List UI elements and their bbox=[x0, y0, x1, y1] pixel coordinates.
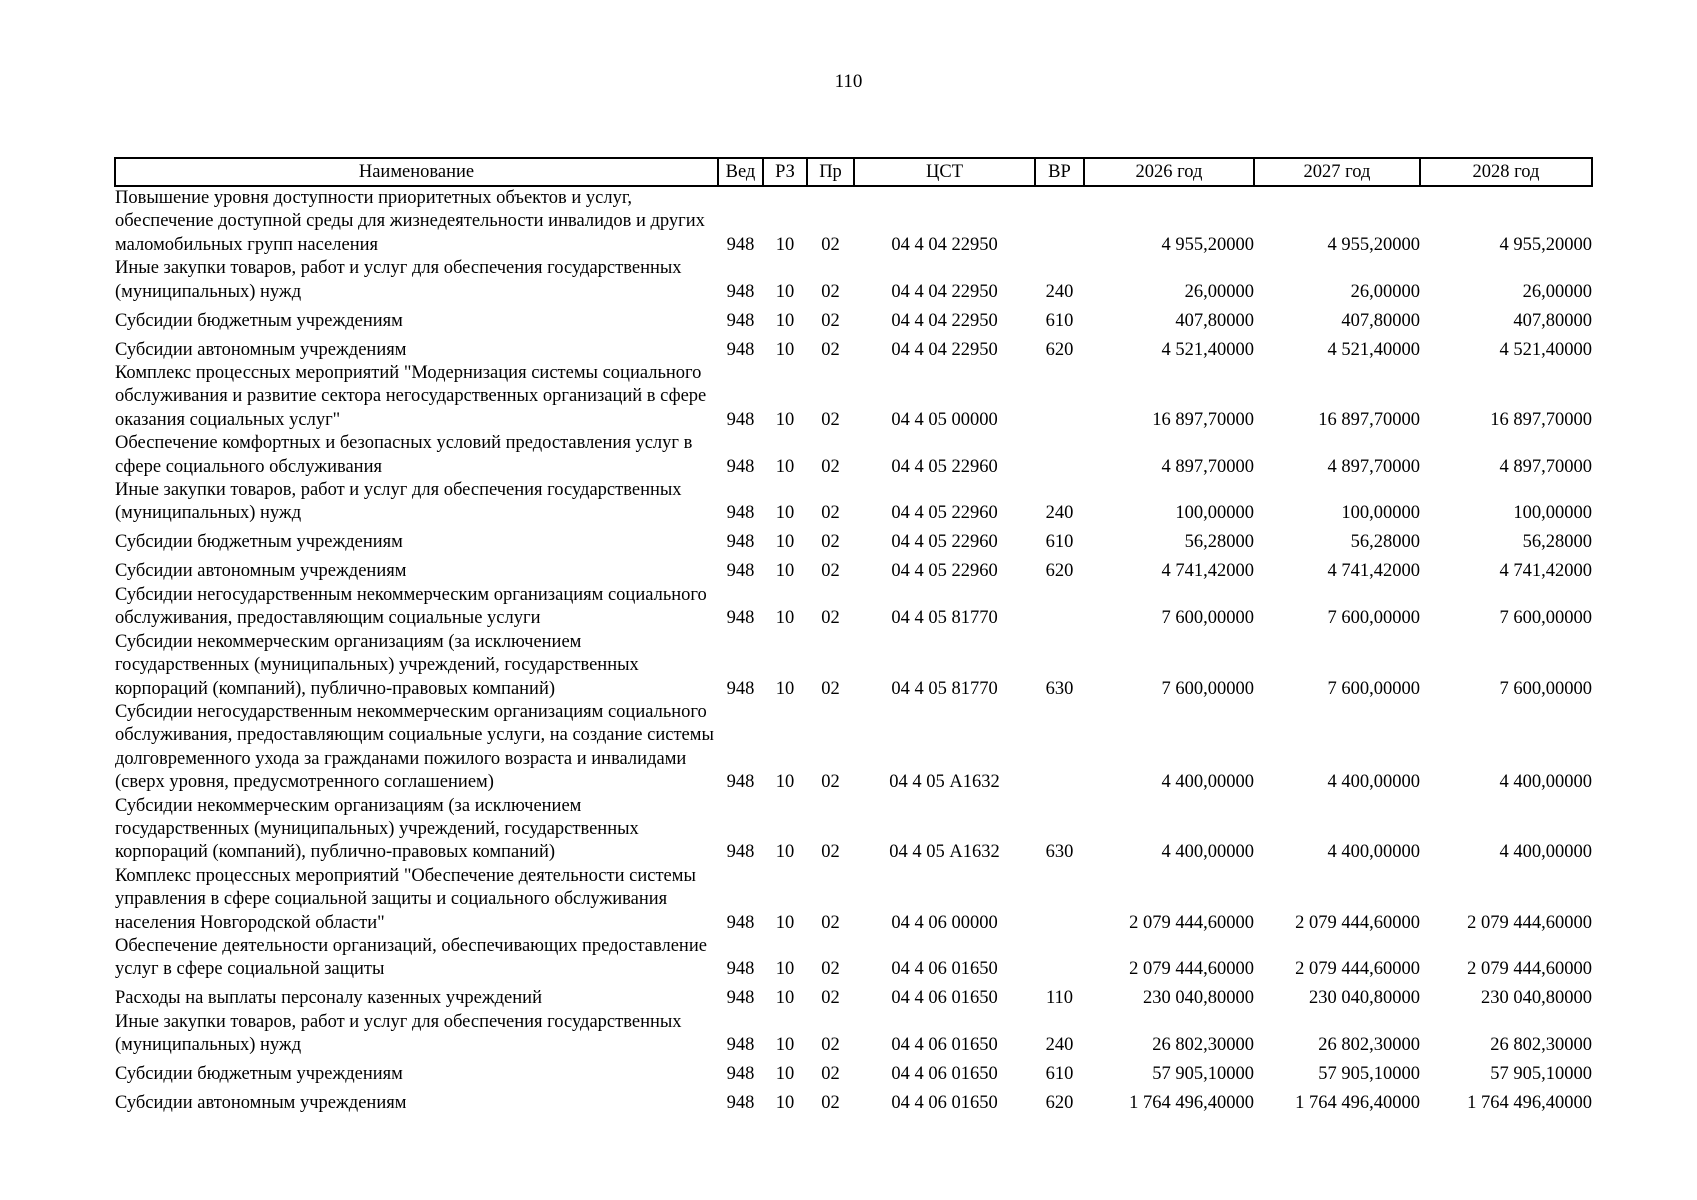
cell-2026: 2 079 444,60000 bbox=[1129, 912, 1254, 933]
cell-2027: 4 400,00000 bbox=[1327, 842, 1420, 863]
cell-pr: 02 bbox=[821, 1035, 840, 1056]
table-row bbox=[115, 982, 1592, 1011]
header-rz: РЗ bbox=[763, 158, 807, 186]
cell-2026: 100,00000 bbox=[1175, 503, 1254, 524]
cell-2028: 4 400,00000 bbox=[1499, 842, 1592, 863]
cell-ved: 948 bbox=[726, 503, 755, 524]
cell-pr: 02 bbox=[821, 959, 840, 980]
cell-rz: 10 bbox=[775, 912, 795, 933]
cell-2027: 2 079 444,60000 bbox=[1295, 912, 1420, 933]
cell-rz: 10 bbox=[775, 1035, 795, 1056]
cell-name: Субсидии некоммерческим организациям (за исключением государственных (муниципальных) учреждений, государственных корпораций (компаний), публично-правовых компаний) bbox=[115, 795, 639, 863]
cell-ved: 948 bbox=[726, 339, 755, 360]
budget-table bbox=[114, 157, 1593, 1116]
cell-cst: 04 4 05 22960 bbox=[891, 456, 998, 477]
cell-cst: 04 4 06 01650 bbox=[891, 988, 998, 1009]
cell-2027: 100,00000 bbox=[1341, 503, 1420, 524]
cell-vr bbox=[1035, 186, 1084, 257]
cell-2026: 407,80000 bbox=[1175, 310, 1254, 331]
table-row bbox=[115, 257, 1592, 304]
cell-vr: 620 bbox=[1045, 561, 1074, 582]
cell-2026: 7 600,00000 bbox=[1161, 608, 1254, 629]
cell-ved: 948 bbox=[726, 608, 755, 629]
header-cst: ЦСТ bbox=[854, 158, 1035, 186]
cell-rz: 10 bbox=[775, 1093, 795, 1114]
cell-pr: 02 bbox=[821, 1093, 840, 1114]
cell-pr: 02 bbox=[821, 234, 840, 255]
cell-pr: 02 bbox=[821, 532, 840, 553]
cell-2027: 4 955,20000 bbox=[1327, 234, 1420, 255]
cell-vr bbox=[1035, 865, 1084, 935]
cell-name: Субсидии автономным учреждениям bbox=[115, 339, 407, 360]
cell-rz: 10 bbox=[775, 503, 795, 524]
cell-vr: 630 bbox=[1045, 842, 1074, 863]
cell-2027: 7 600,00000 bbox=[1327, 608, 1420, 629]
cell-2027: 4 400,00000 bbox=[1327, 772, 1420, 793]
cell-ved: 948 bbox=[726, 1035, 755, 1056]
cell-pr: 02 bbox=[821, 1064, 840, 1085]
cell-rz: 10 bbox=[775, 988, 795, 1009]
cell-rz: 10 bbox=[775, 456, 795, 477]
cell-pr: 02 bbox=[821, 912, 840, 933]
table-header bbox=[115, 158, 1592, 186]
table-row bbox=[115, 865, 1592, 935]
cell-2027: 407,80000 bbox=[1341, 310, 1420, 331]
cell-2027: 230 040,80000 bbox=[1309, 988, 1420, 1009]
table-row bbox=[115, 526, 1592, 555]
cell-2027: 4 897,70000 bbox=[1327, 456, 1420, 477]
cell-pr: 02 bbox=[821, 409, 840, 430]
cell-ved: 948 bbox=[726, 281, 755, 302]
cell-name: Субсидии некоммерческим организациям (за исключением государственных (муниципальных) учреждений, государственных корпораций (компаний), публично-правовых компаний) bbox=[115, 631, 639, 699]
cell-pr: 02 bbox=[821, 339, 840, 360]
cell-cst: 04 4 06 01650 bbox=[891, 959, 998, 980]
cell-cst: 04 4 06 01650 bbox=[891, 1064, 998, 1085]
cell-2028: 56,28000 bbox=[1522, 532, 1592, 553]
cell-cst: 04 4 05 А1632 bbox=[889, 842, 1000, 863]
cell-pr: 02 bbox=[821, 310, 840, 331]
table-row bbox=[115, 186, 1592, 257]
cell-ved: 948 bbox=[726, 409, 755, 430]
cell-2027: 1 764 496,40000 bbox=[1295, 1093, 1420, 1114]
cell-cst: 04 4 06 01650 bbox=[891, 1093, 998, 1114]
cell-ved: 948 bbox=[726, 1064, 755, 1085]
cell-2028: 100,00000 bbox=[1513, 503, 1592, 524]
table-row bbox=[115, 304, 1592, 333]
cell-cst: 04 4 04 22950 bbox=[891, 281, 998, 302]
cell-vr: 240 bbox=[1045, 281, 1074, 302]
cell-2028: 2 079 444,60000 bbox=[1467, 959, 1592, 980]
cell-rz: 10 bbox=[775, 842, 795, 863]
table-row bbox=[115, 935, 1592, 982]
page-number: 110 bbox=[834, 71, 863, 92]
table-row bbox=[115, 701, 1592, 795]
cell-2026: 4 897,70000 bbox=[1161, 456, 1254, 477]
cell-2026: 4 955,20000 bbox=[1161, 234, 1254, 255]
cell-2028: 4 400,00000 bbox=[1499, 772, 1592, 793]
cell-rz: 10 bbox=[775, 1064, 795, 1085]
table-body bbox=[115, 186, 1592, 1116]
cell-name: Иные закупки товаров, работ и услуг для обеспечения государственных (муниципальных) нужд bbox=[115, 1011, 682, 1056]
header-2028: 2028 год bbox=[1420, 158, 1592, 186]
table-row bbox=[115, 631, 1592, 701]
cell-vr: 110 bbox=[1045, 988, 1074, 1009]
cell-2026: 7 600,00000 bbox=[1161, 678, 1254, 699]
cell-2027: 4 741,42000 bbox=[1327, 561, 1420, 582]
cell-ved: 948 bbox=[726, 456, 755, 477]
table-row bbox=[115, 479, 1592, 526]
cell-pr: 02 bbox=[821, 772, 840, 793]
header-ved: Вед bbox=[718, 158, 763, 186]
cell-2026: 4 400,00000 bbox=[1161, 842, 1254, 863]
cell-2028: 4 521,40000 bbox=[1499, 339, 1592, 360]
header-2027: 2027 год bbox=[1254, 158, 1420, 186]
cell-rz: 10 bbox=[775, 772, 795, 793]
cell-2028: 4 897,70000 bbox=[1499, 456, 1592, 477]
cell-name: Субсидии автономным учреждениям bbox=[115, 561, 407, 582]
header-name: Наименование bbox=[115, 158, 718, 186]
cell-cst: 04 4 05 А1632 bbox=[889, 772, 1000, 793]
cell-2027: 26 802,30000 bbox=[1318, 1035, 1420, 1056]
table-row bbox=[115, 1058, 1592, 1087]
cell-2026: 4 741,42000 bbox=[1161, 561, 1254, 582]
cell-ved: 948 bbox=[726, 988, 755, 1009]
cell-cst: 04 4 05 22960 bbox=[891, 503, 998, 524]
header-pr: Пр bbox=[807, 158, 854, 186]
cell-pr: 02 bbox=[821, 456, 840, 477]
cell-ved: 948 bbox=[726, 959, 755, 980]
cell-rz: 10 bbox=[775, 339, 795, 360]
cell-pr: 02 bbox=[821, 988, 840, 1009]
cell-pr: 02 bbox=[821, 281, 840, 302]
cell-vr bbox=[1035, 362, 1084, 432]
cell-2026: 1 764 496,40000 bbox=[1129, 1093, 1254, 1114]
cell-rz: 10 bbox=[775, 409, 795, 430]
cell-ved: 948 bbox=[726, 234, 755, 255]
cell-ved: 948 bbox=[726, 310, 755, 331]
cell-cst: 04 4 04 22950 bbox=[891, 310, 998, 331]
cell-vr: 240 bbox=[1045, 1035, 1074, 1056]
cell-2028: 7 600,00000 bbox=[1499, 678, 1592, 699]
cell-2026: 26,00000 bbox=[1184, 281, 1254, 302]
cell-ved: 948 bbox=[726, 772, 755, 793]
cell-ved: 948 bbox=[726, 842, 755, 863]
cell-ved: 948 bbox=[726, 912, 755, 933]
cell-rz: 10 bbox=[775, 281, 795, 302]
cell-rz: 10 bbox=[775, 678, 795, 699]
cell-cst: 04 4 05 81770 bbox=[891, 678, 998, 699]
cell-cst: 04 4 05 00000 bbox=[891, 409, 998, 430]
header-2026: 2026 год bbox=[1084, 158, 1254, 186]
cell-vr: 610 bbox=[1045, 1064, 1074, 1085]
cell-2027: 26,00000 bbox=[1350, 281, 1420, 302]
table-row bbox=[115, 1087, 1592, 1116]
cell-2026: 4 521,40000 bbox=[1161, 339, 1254, 360]
table-row bbox=[115, 333, 1592, 362]
cell-cst: 04 4 06 00000 bbox=[891, 912, 998, 933]
cell-rz: 10 bbox=[775, 608, 795, 629]
cell-2026: 230 040,80000 bbox=[1143, 988, 1254, 1009]
cell-vr: 620 bbox=[1045, 1093, 1074, 1114]
cell-ved: 948 bbox=[726, 532, 755, 553]
cell-vr: 610 bbox=[1045, 532, 1074, 553]
cell-name: Субсидии бюджетным учреждениям bbox=[115, 532, 403, 553]
cell-pr: 02 bbox=[821, 842, 840, 863]
cell-cst: 04 4 05 22960 bbox=[891, 532, 998, 553]
cell-name: Субсидии бюджетным учреждениям bbox=[115, 1064, 403, 1085]
cell-rz: 10 bbox=[775, 234, 795, 255]
cell-vr: 630 bbox=[1045, 678, 1074, 699]
cell-vr bbox=[1035, 432, 1084, 479]
cell-2027: 4 521,40000 bbox=[1327, 339, 1420, 360]
cell-2028: 4 955,20000 bbox=[1499, 234, 1592, 255]
cell-cst: 04 4 04 22950 bbox=[891, 234, 998, 255]
table-row bbox=[115, 1011, 1592, 1058]
cell-rz: 10 bbox=[775, 532, 795, 553]
cell-name: Повышение уровня доступности приоритетных объектов и услуг, обеспечение доступной среды для жизнедеятельности инвалидов и других маломобильных групп населения bbox=[115, 188, 705, 255]
cell-2026: 26 802,30000 bbox=[1152, 1035, 1254, 1056]
cell-ved: 948 bbox=[726, 1093, 755, 1114]
cell-rz: 10 bbox=[775, 310, 795, 331]
cell-name: Субсидии негосударственным некоммерческим организациям социального обслуживания, предоставляющим социальные услуги bbox=[115, 584, 707, 629]
cell-name: Иные закупки товаров, работ и услуг для обеспечения государственных (муниципальных) нужд bbox=[115, 258, 682, 302]
header-vr: ВР bbox=[1035, 158, 1084, 186]
cell-2028: 16 897,70000 bbox=[1490, 409, 1592, 430]
cell-name: Комплекс процессных мероприятий "Модернизация системы социального обслуживания и развитие сектора негосударственных организаций в сфере оказания социальных услуг" bbox=[115, 363, 707, 430]
cell-cst: 04 4 04 22950 bbox=[891, 339, 998, 360]
cell-2027: 2 079 444,60000 bbox=[1295, 959, 1420, 980]
cell-2027: 16 897,70000 bbox=[1318, 409, 1420, 430]
cell-2027: 56,28000 bbox=[1350, 532, 1420, 553]
cell-pr: 02 bbox=[821, 561, 840, 582]
cell-2028: 4 741,42000 bbox=[1499, 561, 1592, 582]
cell-vr: 620 bbox=[1045, 339, 1074, 360]
cell-2027: 7 600,00000 bbox=[1327, 678, 1420, 699]
cell-cst: 04 4 06 01650 bbox=[891, 1035, 998, 1056]
cell-2026: 56,28000 bbox=[1184, 532, 1254, 553]
cell-cst: 04 4 05 22960 bbox=[891, 561, 998, 582]
cell-2028: 7 600,00000 bbox=[1499, 608, 1592, 629]
cell-2028: 57 905,10000 bbox=[1490, 1064, 1592, 1085]
cell-vr bbox=[1035, 584, 1084, 631]
cell-name: Обеспечение деятельности организаций, обеспечивающих предоставление услуг в сфере социальной защиты bbox=[115, 935, 707, 980]
cell-ved: 948 bbox=[726, 561, 755, 582]
cell-vr: 240 bbox=[1045, 503, 1074, 524]
cell-name: Комплекс процессных мероприятий "Обеспечение деятельности системы управления в сфере социальной защиты и социального обслуживания населения Новгородской области" bbox=[115, 865, 696, 933]
cell-vr bbox=[1035, 935, 1084, 982]
cell-2026: 57 905,10000 bbox=[1152, 1064, 1254, 1085]
cell-pr: 02 bbox=[821, 678, 840, 699]
table-row bbox=[115, 584, 1592, 631]
table-row bbox=[115, 795, 1592, 865]
cell-2026: 2 079 444,60000 bbox=[1129, 959, 1254, 980]
cell-pr: 02 bbox=[821, 503, 840, 524]
cell-name: Субсидии бюджетным учреждениям bbox=[115, 310, 403, 331]
cell-vr: 610 bbox=[1045, 310, 1074, 331]
cell-2028: 26,00000 bbox=[1522, 281, 1592, 302]
cell-name: Субсидии негосударственным некоммерческим организациям социального обслуживания, предоставляющим социальные услуги, на создание системы долговременного ухода за гражданами пожилого возраста и инвалидами (сверх уровня, предусмотренного соглашением) bbox=[115, 701, 714, 793]
cell-ved: 948 bbox=[726, 678, 755, 699]
cell-rz: 10 bbox=[775, 561, 795, 582]
cell-pr: 02 bbox=[821, 608, 840, 629]
table-row bbox=[115, 555, 1592, 584]
cell-2026: 16 897,70000 bbox=[1152, 409, 1254, 430]
cell-2028: 407,80000 bbox=[1513, 310, 1592, 331]
cell-name: Субсидии автономным учреждениям bbox=[115, 1093, 407, 1114]
cell-2028: 26 802,30000 bbox=[1490, 1035, 1592, 1056]
cell-2027: 57 905,10000 bbox=[1318, 1064, 1420, 1085]
cell-2028: 230 040,80000 bbox=[1481, 988, 1592, 1009]
cell-name: Иные закупки товаров, работ и услуг для обеспечения государственных (муниципальных) нужд bbox=[115, 480, 682, 524]
table-row bbox=[115, 432, 1592, 479]
table-row bbox=[115, 362, 1592, 432]
cell-name: Обеспечение комфортных и безопасных условий предоставления услуг в сфере социального обслуживания bbox=[115, 433, 693, 477]
cell-2028: 2 079 444,60000 bbox=[1467, 912, 1592, 933]
cell-2028: 1 764 496,40000 bbox=[1467, 1093, 1592, 1114]
cell-name: Расходы на выплаты персоналу казенных учреждений bbox=[115, 988, 542, 1009]
cell-rz: 10 bbox=[775, 959, 795, 980]
cell-cst: 04 4 05 81770 bbox=[891, 608, 998, 629]
cell-vr bbox=[1035, 701, 1084, 795]
cell-2026: 4 400,00000 bbox=[1161, 772, 1254, 793]
